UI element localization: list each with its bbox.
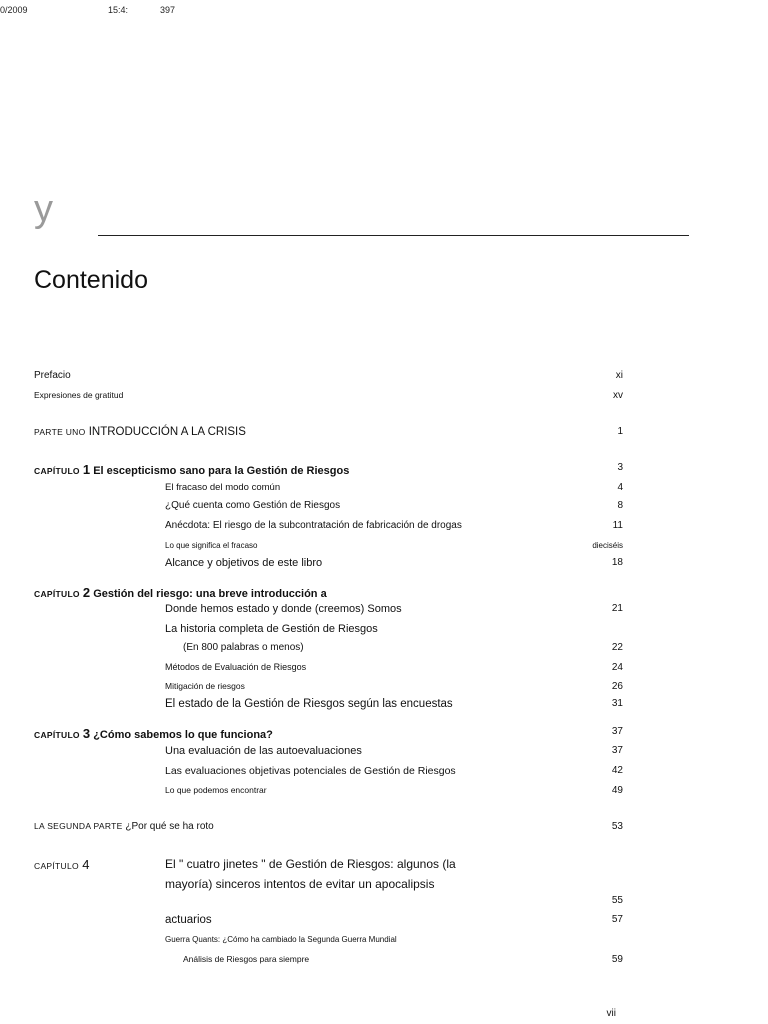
toc-entry [0,462,768,480]
toc-page-number: dieciséis [592,541,623,550]
toc-entry [0,603,768,621]
toc-entry-text: ¿Cómo sabemos lo que funciona? [93,729,273,741]
toc-entry-text: Prefacio [34,370,71,381]
toc-entry-label [165,500,340,511]
toc-page-number: 53 [611,821,623,832]
toc-entry-label [34,462,349,477]
toc-page-number: 1 [617,426,623,437]
toc-entry [0,482,768,500]
toc-entry-text: actuarios [165,914,212,926]
toc-entry [0,681,768,699]
toc-entry [0,585,768,603]
toc-entry [0,765,768,783]
header-date: 0/2009 [0,5,28,15]
toc-entry-text: El escepticismo sano para la Gestión de Riesgos [93,465,350,477]
toc-entry [0,642,768,660]
toc-entry-label [165,520,462,531]
toc-entry-label [165,681,245,691]
toc-page-number: 42 [611,765,623,776]
toc-page-number: 24 [611,662,623,673]
toc-chapter-number: 3 [82,726,91,741]
decorative-letter: y [34,188,53,230]
toc-entry-text: Lo que podemos encontrar [165,785,267,795]
toc-part-prefix: CAPÍTULO [34,730,80,740]
toc-entry-label [34,585,327,600]
toc-entry-text: Análisis de Riesgos para siempre [183,954,310,964]
toc-entry-text: INTRODUCCIÓN A LA CRISIS [88,426,246,438]
toc-entry [0,557,768,575]
toc-page-number: 21 [611,603,623,614]
toc-page-number: 4 [617,482,623,493]
toc-entry-label [165,785,267,795]
toc-entry-text: La historia completa de Gestión de Riesgos [165,623,378,635]
toc-page-number: xi [615,370,623,381]
header-time: 15:4: [108,5,129,15]
toc-page-number: 3 [617,462,623,473]
toc-entry [0,745,768,763]
toc-entry-text: Expresiones de gratitud [34,390,124,400]
toc-entry-text: Una evaluación de las autoevaluaciones [165,745,362,757]
toc-entry-label [165,541,258,550]
toc-page-number: xv [613,390,623,401]
toc-entry-text: Alcance y objetivos de este libro [165,557,323,569]
toc-entry [0,500,768,518]
toc-entry-text: Mitigación de riesgos [165,681,245,691]
toc-entry-text: Guerra Quants: ¿Cómo ha cambiado la Segunda Guerra Mundial [165,935,397,944]
toc-entry-label [165,914,212,926]
toc-page-number: 8 [617,500,623,511]
toc-entry [0,954,768,972]
toc-part-prefix: LA SEGUNDA PARTE [34,821,123,831]
toc-entry-label [165,857,456,871]
toc-page-number: 49 [611,785,623,796]
toc-entry-label [165,745,362,757]
toc-part-prefix: PARTE UNO [34,427,86,437]
horizontal-rule [98,235,689,236]
toc-entry-text: El estado de la Gestión de Riesgos según las encuestas [165,698,453,710]
toc-entry-text: ¿Qué cuenta como Gestión de Riesgos [165,500,341,511]
toc-entry-label [165,698,453,710]
toc-entry-label [34,426,246,438]
toc-entry-text: ¿Por qué se ha roto [125,821,214,832]
toc-entry [0,914,768,932]
toc-entry [0,520,768,538]
page-title: Contenido [34,266,148,294]
toc-page-number: 55 [611,895,623,906]
toc-entry-text: Lo que significa el fracaso [165,541,258,550]
toc-entry [0,785,768,803]
toc-page-number: 57 [611,914,623,925]
toc-entry-label [165,623,378,635]
toc-entry-label [165,482,280,493]
toc-page-number: 22 [611,642,623,653]
toc-entry [0,877,768,895]
toc-entry-label [183,642,304,653]
toc-entry-label [34,390,123,400]
toc-entry-label [34,821,214,832]
toc-entry-text: mayoría) sinceros intentos de evitar un apocalipsis [165,877,435,891]
toc-chapter-number: 1 [82,462,91,477]
page-number: vii [606,1008,616,1019]
toc-entry [0,857,768,875]
toc-entry [0,426,768,444]
toc-entry-text: El fracaso del modo común [165,482,281,493]
toc-chapter-number: 4 [82,857,90,872]
toc-entry-label [34,370,71,381]
toc-entry-text: El " cuatro jinetes " de Gestión de Riesgos: algunos (la [165,857,456,871]
toc-entry-label [34,726,273,741]
toc-entry [0,662,768,680]
toc-entry-text: Las evaluaciones objetivas potenciales de Gestión de Riesgos [165,765,456,777]
toc-entry [0,935,768,953]
toc-entry [0,370,768,388]
toc-entry-label [165,557,322,569]
toc-entry-label [165,877,434,891]
toc-page-number: 26 [611,681,623,692]
toc-entry [0,821,768,839]
toc-entry-label [183,954,309,964]
toc-entry-text: (En 800 palabras o menos) [183,642,304,653]
toc-chapter-number: 2 [82,585,91,600]
toc-entry-text: Gestión del riesgo: una breve introducción a [93,588,327,600]
toc-entry [0,698,768,716]
toc-entry-text: Métodos de Evaluación de Riesgos [165,662,307,672]
toc-part-prefix: CAPÍTULO [34,861,79,871]
toc-page-number: 18 [611,557,623,568]
toc-entry [0,726,768,744]
toc-entry [0,895,768,913]
toc-page-number: 59 [611,954,623,965]
header-number: 397 [160,5,176,15]
toc-entry-label [165,603,402,615]
toc-entry-text: Anécdota: El riesgo de la subcontratación de fabricación de drogas [165,520,462,531]
toc-entry-text: Donde hemos estado y donde (creemos) Somos [165,603,402,615]
toc-page-number: 11 [612,520,623,531]
toc-page-number: 37 [611,726,623,737]
toc-page-number: 37 [611,745,623,756]
toc-entry-label [165,662,306,672]
toc-page-number: 31 [611,698,623,709]
toc-entry-label [165,935,397,944]
toc-entry [0,623,768,641]
toc-entry [0,390,768,408]
toc-entry-label [165,765,456,777]
toc-part-prefix: CAPÍTULO [34,589,80,599]
toc-part-prefix: CAPÍTULO [34,466,80,476]
